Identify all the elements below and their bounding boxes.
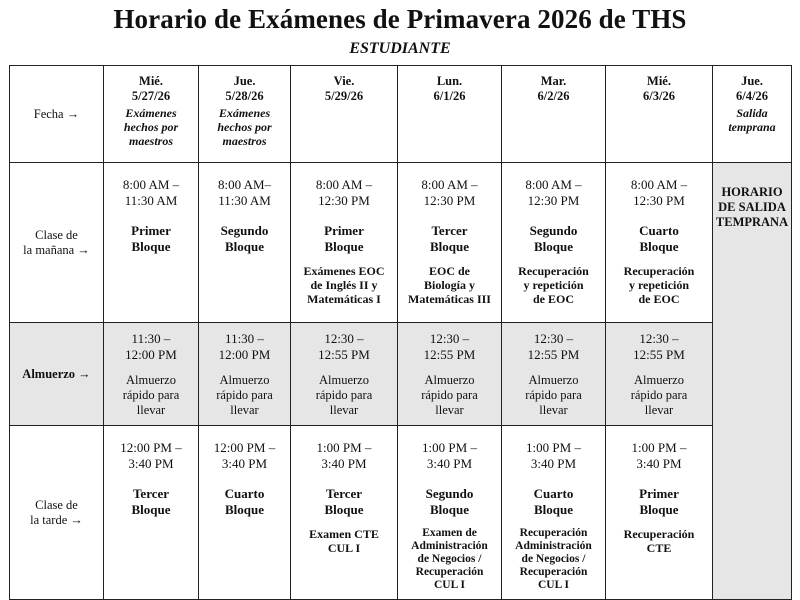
lunch-note: Almuerzo rápido para llevar — [421, 373, 478, 417]
afternoon-cell — [104, 426, 199, 600]
date-header-cell — [606, 66, 713, 163]
exam-note: EOC de Biología y Matemáticas III — [408, 264, 491, 306]
lunch-note: Almuerzo rápido para llevar — [525, 373, 582, 417]
block-name: Segundo Bloque — [529, 223, 578, 254]
block-name: Segundo Bloque — [220, 223, 269, 254]
day-name: Mié. — [647, 74, 671, 88]
block-name: Primer Bloque — [131, 223, 171, 254]
morning-cell — [104, 163, 199, 323]
day-date: 5/29/26 — [324, 89, 364, 103]
lunch-time: 12:30 – 12:55 PM — [527, 331, 580, 362]
class-time: 1:00 PM – 3:40 PM — [526, 440, 581, 471]
exam-note: Recuperación y repetición de EOC — [623, 264, 695, 306]
block-name: Primer Bloque — [324, 223, 364, 254]
row-label-morning-text: Clase de la mañana → — [23, 227, 90, 257]
morning-cell — [398, 163, 502, 323]
exam-schedule-table — [9, 65, 792, 600]
lunch-row — [10, 323, 792, 426]
row-label-lunch — [10, 323, 104, 426]
day-date: 6/4/26 — [736, 89, 768, 103]
class-time: 8:00 AM – 12:30 PM — [421, 177, 478, 208]
afternoon-cell — [606, 426, 713, 600]
class-time: 1:00 PM – 3:40 PM — [631, 440, 687, 471]
morning-row — [10, 163, 792, 323]
row-label-lunch-text: Almuerzo → — [22, 366, 91, 381]
row-label-date-text: Fecha → — [33, 106, 80, 121]
early-release-cell — [713, 163, 792, 600]
block-name: Segundo Bloque — [425, 486, 474, 517]
lunch-note: Almuerzo rápido para llevar — [630, 373, 688, 417]
exam-note: Examen de Administración de Negocios / Recuperación CUL I — [411, 527, 488, 591]
day-name: Mié. — [139, 74, 163, 88]
date-row — [10, 66, 792, 163]
lunch-note: Almuerzo rápido para llevar — [122, 373, 180, 417]
exam-note: Examen CTE CUL I — [309, 527, 379, 555]
date-header-cell — [502, 66, 606, 163]
morning-cell — [502, 163, 606, 323]
block-name: Tercer Bloque — [131, 486, 171, 517]
lunch-time: 11:30 – 12:00 PM — [125, 331, 177, 362]
lunch-time: 12:30 – 12:55 PM — [633, 331, 685, 362]
exam-note: Exámenes EOC de Inglés II y Matemáticas I — [303, 264, 385, 306]
block-name: Tercer Bloque — [429, 223, 469, 254]
morning-cell — [606, 163, 713, 323]
block-name: Tercer Bloque — [324, 486, 364, 517]
day-name: Jue. — [741, 74, 763, 88]
class-time: 1:00 PM – 3:40 PM — [316, 440, 372, 471]
exam-note: Recuperación Administración de Negocios / Recuperación CUL I — [515, 527, 592, 591]
afternoon-cell — [502, 426, 606, 600]
class-time: 8:00 AM – 12:30 PM — [630, 177, 688, 208]
row-label-morning — [10, 163, 104, 323]
lunch-cell — [104, 323, 199, 426]
row-label-afternoon — [10, 426, 104, 600]
row-label-date — [10, 66, 104, 163]
date-header-cell — [398, 66, 502, 163]
date-header-cell — [291, 66, 398, 163]
lunch-note: Almuerzo rápido para llevar — [315, 373, 373, 417]
page-subtitle: ESTUDIANTE — [349, 40, 451, 57]
day-name: Lun. — [436, 74, 463, 88]
block-name: Cuarto Bloque — [224, 486, 265, 517]
afternoon-row — [10, 426, 792, 600]
afternoon-cell — [291, 426, 398, 600]
lunch-cell — [502, 323, 606, 426]
lunch-cell — [199, 323, 291, 426]
day-date: 6/2/26 — [537, 89, 570, 103]
exam-note: Recuperación CTE — [623, 527, 695, 555]
early-release-text: HORARIO DE SALIDA TEMPRANA — [715, 185, 789, 229]
day-name: Jue. — [233, 74, 256, 88]
block-name: Cuarto Bloque — [639, 223, 679, 254]
row-label-afternoon-text: Clase de la tarde → — [30, 497, 83, 527]
lunch-time: 11:30 – 12:00 PM — [218, 331, 271, 362]
lunch-time: 12:30 – 12:55 PM — [423, 331, 476, 362]
day-note: Exámenes hechos por maestros — [123, 106, 179, 148]
day-date: 5/27/26 — [131, 89, 171, 103]
lunch-cell — [606, 323, 713, 426]
day-date: 5/28/26 — [225, 89, 264, 103]
class-time: 8:00 AM – 11:30 AM — [122, 177, 180, 208]
morning-cell — [199, 163, 291, 323]
day-name: Mar. — [540, 74, 567, 88]
lunch-cell — [398, 323, 502, 426]
page-title: Horario de Exámenes de Primavera 2026 de THS — [113, 4, 687, 34]
day-date: 6/1/26 — [433, 89, 466, 103]
day-note: Salida temprana — [728, 106, 776, 134]
class-time: 8:00 AM – 12:30 PM — [315, 177, 373, 208]
lunch-time: 12:30 – 12:55 PM — [318, 331, 370, 362]
class-time: 12:00 PM – 3:40 PM — [120, 440, 182, 471]
lunch-cell — [291, 323, 398, 426]
block-name: Cuarto Bloque — [533, 486, 574, 517]
morning-cell — [291, 163, 398, 323]
day-note: Exámenes hechos por maestros — [217, 106, 272, 148]
afternoon-cell — [398, 426, 502, 600]
day-date: 6/3/26 — [643, 89, 675, 103]
lunch-note: Almuerzo rápido para llevar — [216, 373, 273, 417]
date-header-cell-early — [713, 66, 792, 163]
date-header-cell — [104, 66, 199, 163]
day-name: Vie. — [333, 74, 355, 88]
afternoon-cell — [199, 426, 291, 600]
class-time: 8:00 AM – 12:30 PM — [525, 177, 582, 208]
date-header-cell — [199, 66, 291, 163]
block-name: Primer Bloque — [639, 486, 679, 517]
exam-note: Recuperación y repetición de EOC — [518, 264, 589, 306]
class-time: 1:00 PM – 3:40 PM — [422, 440, 477, 471]
class-time: 12:00 PM – 3:40 PM — [213, 440, 276, 471]
class-time: 8:00 AM– 11:30 AM — [217, 177, 272, 208]
